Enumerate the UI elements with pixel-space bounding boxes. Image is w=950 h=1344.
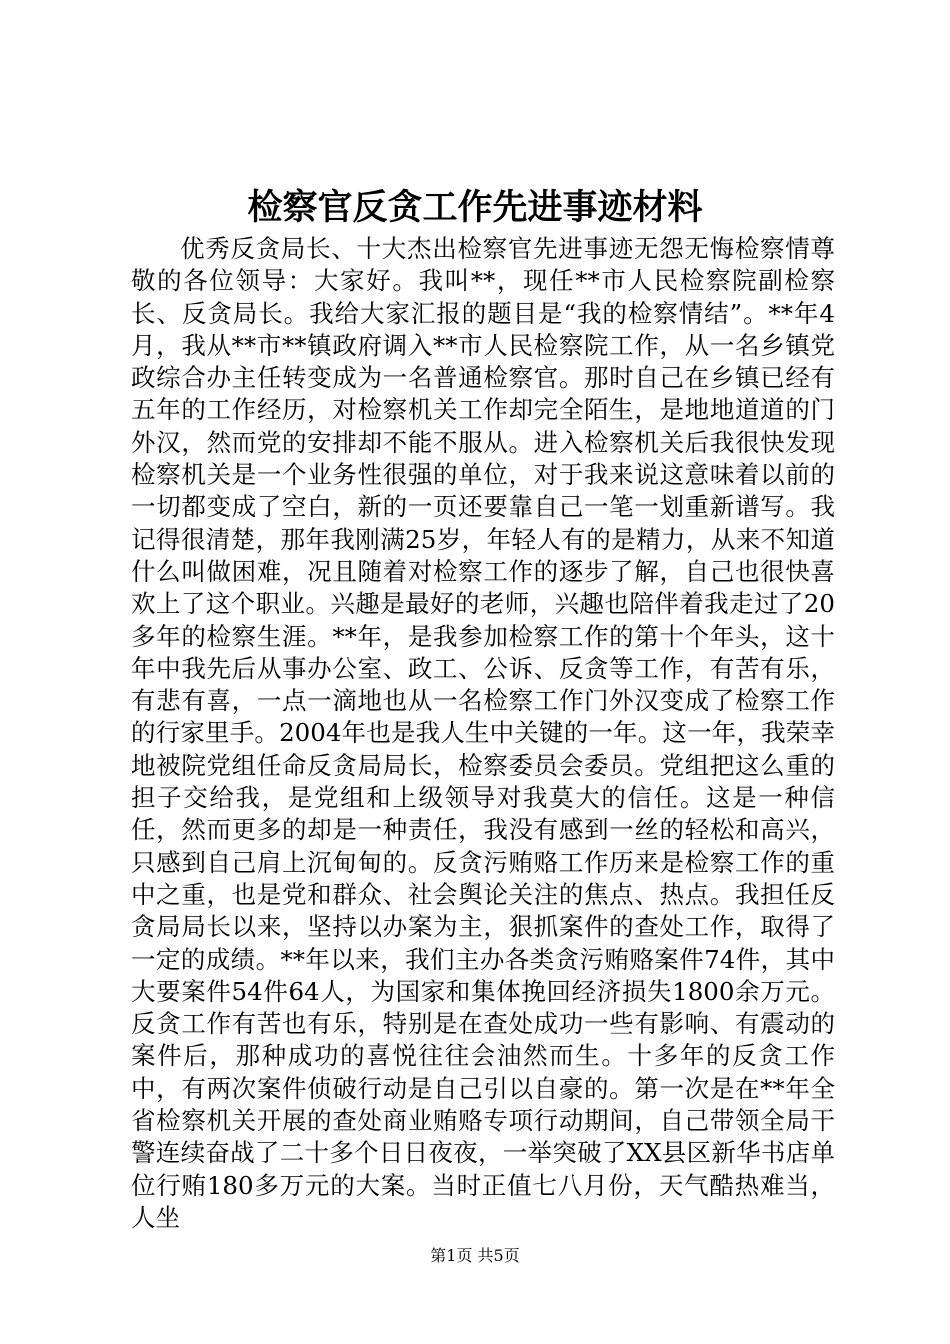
document-title: 检察官反贪工作先进事迹材料 bbox=[247, 187, 703, 228]
page-footer: 第1页 共5页 bbox=[430, 1246, 520, 1265]
document-body: 优秀反贪局长、十大杰出检察官先进事迹无怨无悔检察情尊敬的各位领导：大家好。我叫**，现任**市人民检察院副检察长、反贪局长。我给大家汇报的题目是“我的检察情结”。**年4月，我从**市**镇政府调入**市人民检察院工作，从一名乡镇党政综合办主任转变成为一名普通检察官。那时自己在乡镇已经有五年的工作经历，对检察机关工作却完全陌生，是地地道道的门外汉，然而党的安排却不能不服从。进入检察机关后我很快发现检察机关是一个业务性很强的单位，对于我来说这意味着以前的一切都变成了空白，新的一页还要靠自己一笔一划重新谱写。我记得很清楚，那年我刚满25岁，年轻人有的是精力，从来不知道什么叫做困难，况且随着对检察工作的逐步了解，自己也很快喜欢上了这个职业。兴趣是最好的老师，兴趣也陪伴着我走过了20多年的检察生涯。**年，是我参加检察工作的第十个年头，这十年中我先后从事办公室、政工、公诉、反贪等工作，有苦有乐，有悲有喜，一点一滴地也从一名检察工作门外汉变成了检察工作的行家里手。2004年也是我人生中关键的一年。这一年，我荣幸地被院党组任命反贪局局长，检察委员会委员。党组把这么重的担子交给我，是党组和上级领导对我莫大的信任。这是一种信任，然而更多的却是一种责任，我没有感到一丝的轻松和高兴，只感到自己肩上沉甸甸的。反贪污贿赂工作历来是检察工作的重中之重，也是党和群众、社会舆论关注的焦点、热点。我担任反贪局局长以来，坚持以办案为主，狠抓案件的查处工作，取得了一定的成绩。**年以来，我们主办各类贪污贿赂案件74件，其中大要案件54件64人，为国家和集体挽回经济损失1800余万元。反贪工作有苦也有乐，特别是在查处成功一些有影响、有震动的案件后，那种成功的喜悦往往会油然而生。十多年的反贪工作中，有两次案件侦破行动是自己引以自豪的。第一次是在**年全省检察机关开展的查处商业贿赂专项行动期间，自己带领全局干警连续奋战了二十多个日日夜夜，一举突破了XX县区新华书店单位行贿180多万元的大案。当时正值七八月份，天气酷热难当，人坐 bbox=[131, 234, 835, 1232]
